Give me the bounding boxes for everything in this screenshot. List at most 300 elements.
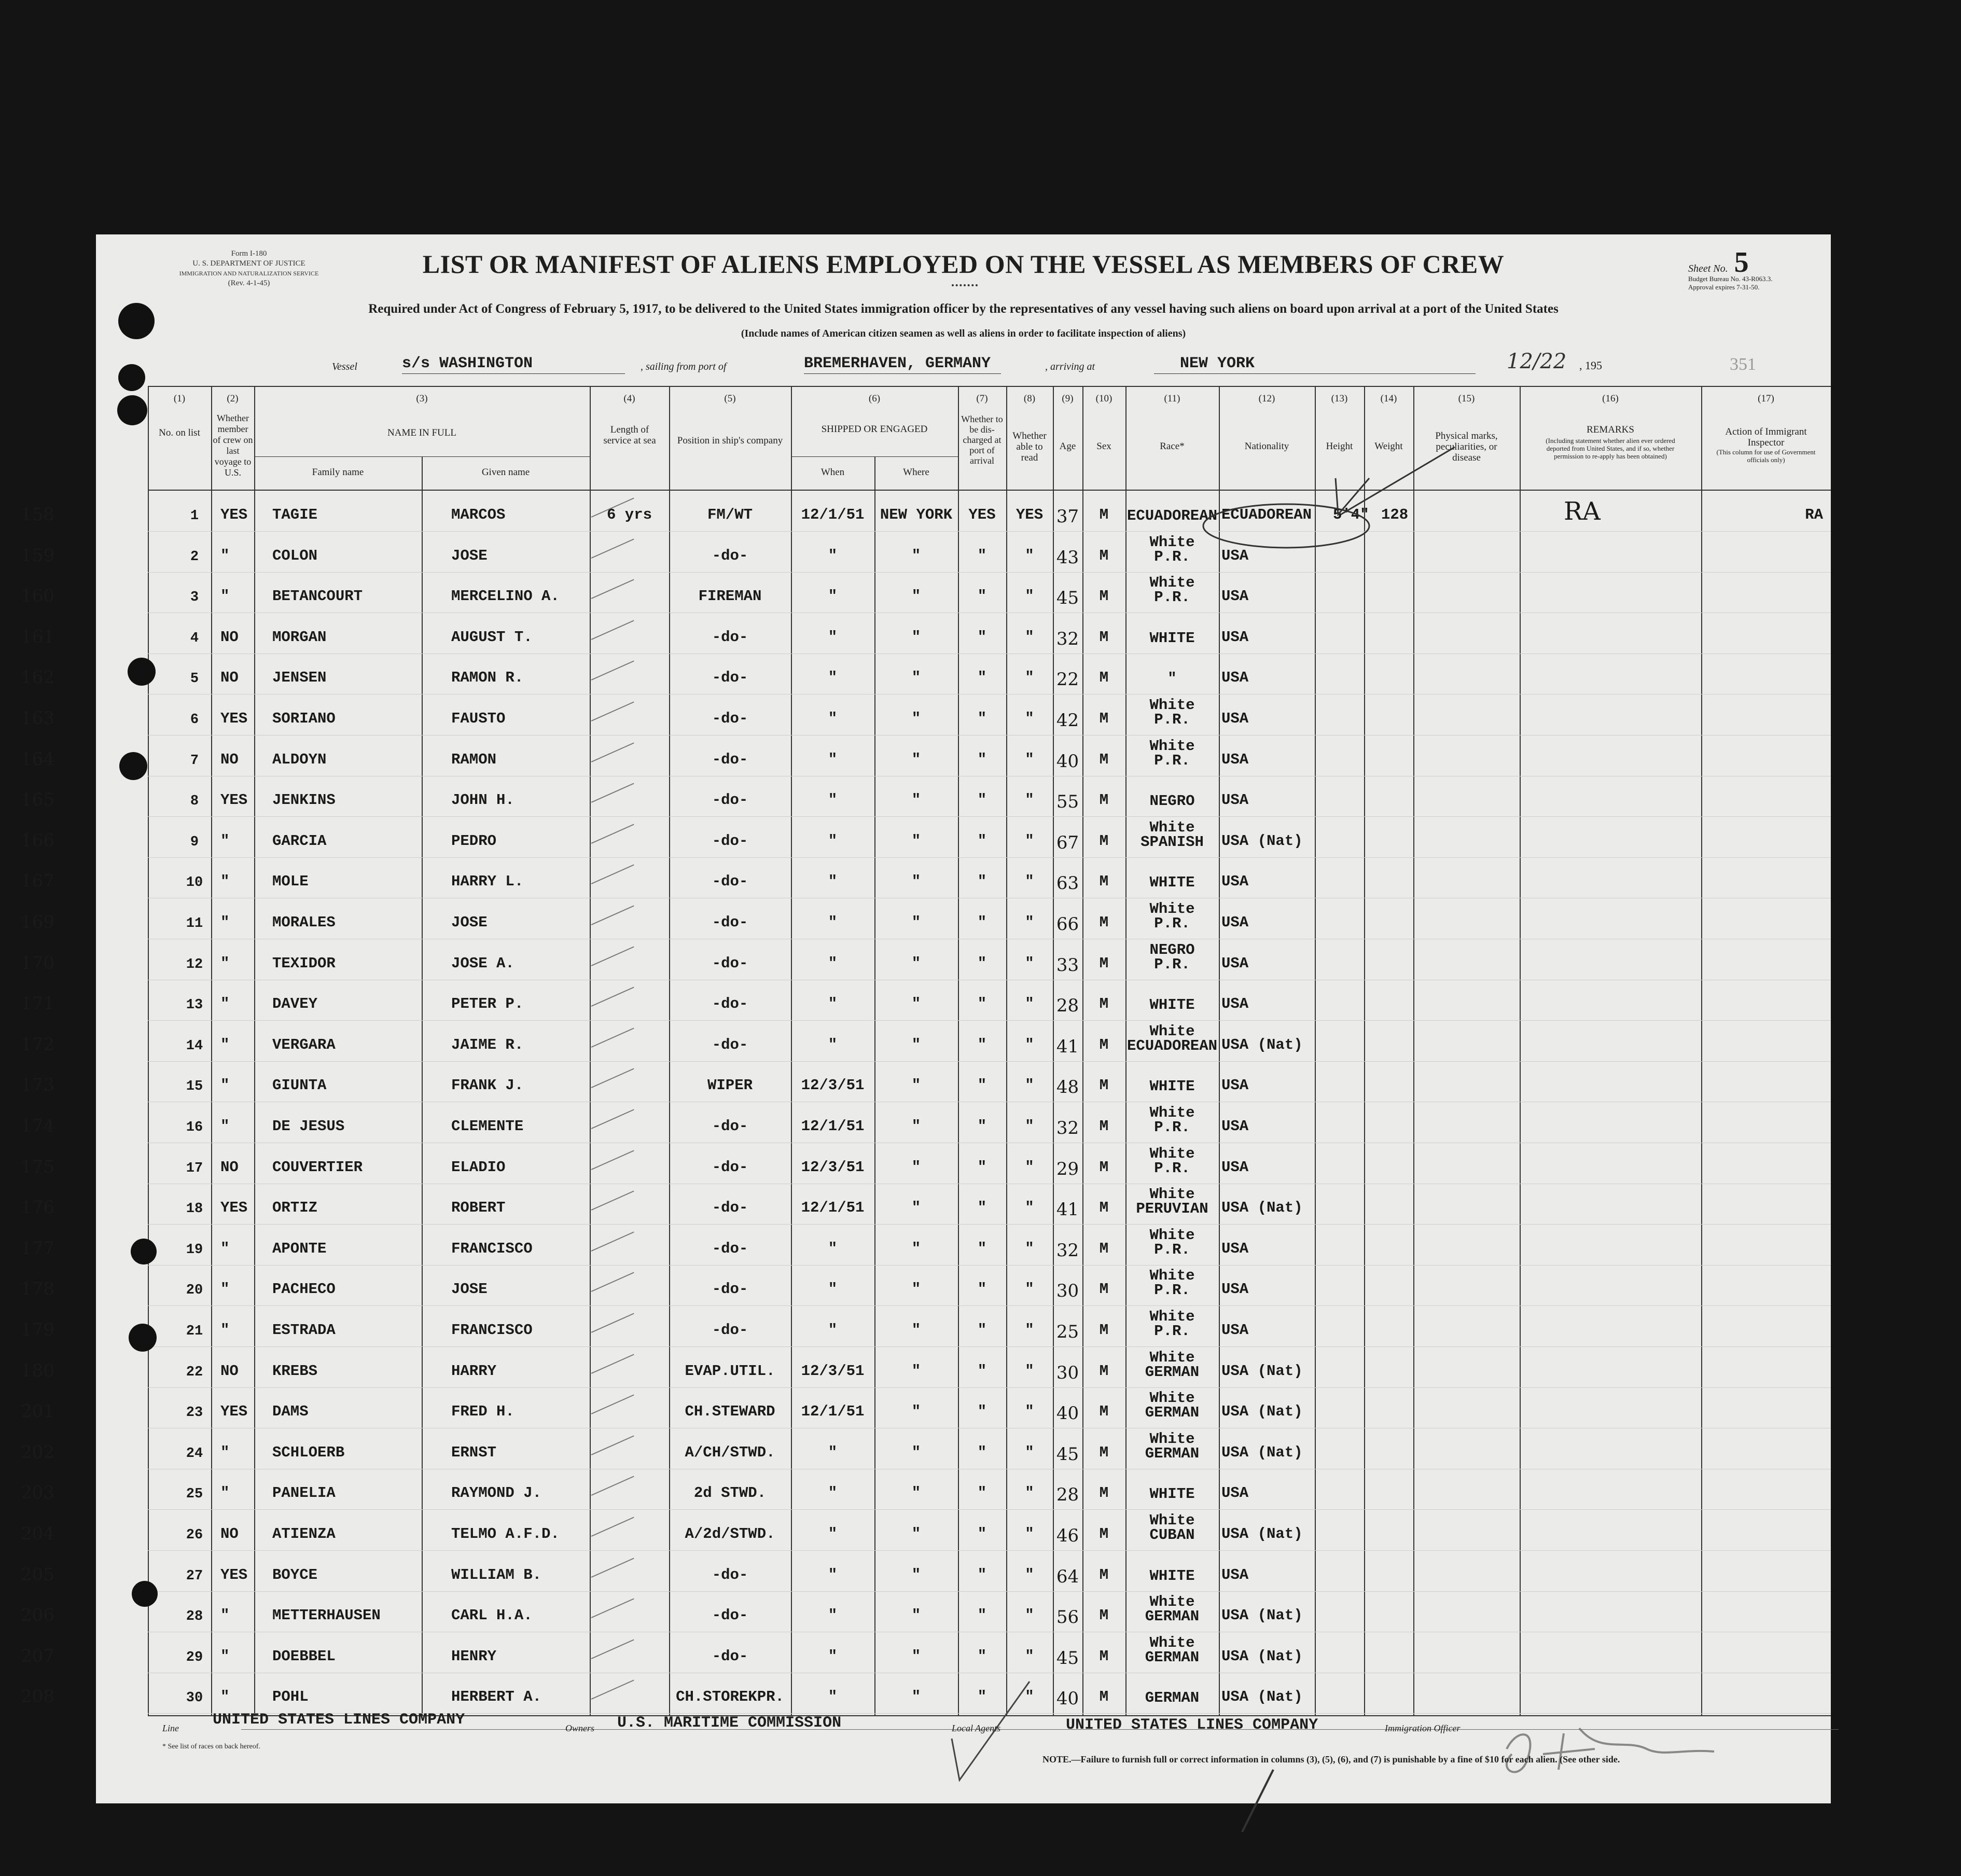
position-cell: -do- <box>712 1240 748 1257</box>
discharged-cell: " <box>977 628 987 646</box>
position-cell: -do- <box>712 832 748 850</box>
nationality-cell: USA <box>1221 954 1249 972</box>
race-line2-cell: " <box>1167 670 1177 688</box>
given-name-cell: ROBERT <box>451 1199 506 1217</box>
port-to: NEW YORK <box>1180 355 1255 372</box>
sex-cell: M <box>1099 588 1109 605</box>
col-num: (14) <box>1380 393 1397 404</box>
shipped-where-cell: " <box>911 1240 921 1257</box>
officer-label: Immigration Officer <box>1385 1723 1461 1733</box>
prior-voyage-cell: " <box>220 1688 230 1706</box>
able-read-cell: " <box>1025 954 1034 972</box>
handwritten-list-number: 161 <box>21 626 54 647</box>
row-number: 4 <box>190 630 199 646</box>
shipped-where-cell: " <box>911 1199 921 1217</box>
shipped-where-cell: " <box>911 1566 921 1583</box>
col-num: (8) <box>1023 393 1036 404</box>
position-cell: FIREMAN <box>698 588 762 605</box>
given-name-cell: JOSE A. <box>451 954 514 972</box>
row-number: 2 <box>190 549 199 565</box>
handwritten-list-number: 166 <box>21 830 54 851</box>
discharged-cell: " <box>977 914 987 931</box>
race-line1-cell: White <box>1149 737 1195 755</box>
prior-voyage-cell: " <box>220 832 230 850</box>
discharged-cell: " <box>977 1484 987 1502</box>
age-cell: 33 <box>1056 954 1079 976</box>
shipped-when-cell: " <box>828 751 838 768</box>
able-read-cell: " <box>1025 1647 1034 1665</box>
agents-value: UNITED STATES LINES COMPANY <box>1066 1716 1318 1734</box>
shipped-when-cell: " <box>828 914 838 931</box>
prior-voyage-cell: " <box>220 1077 230 1094</box>
penalty-note: NOTE.—Failure to furnish full or correct information in columns (3), (5), (6), and (7) is punishable by a fine of $10 for each alien. (See other side. <box>1042 1754 1620 1764</box>
shipped-when-cell: " <box>828 1036 838 1053</box>
race-line2-cell: GERMAN <box>1145 1404 1200 1422</box>
sheet-label: Sheet No. <box>1688 263 1728 274</box>
race-line1-cell: White <box>1149 1267 1195 1285</box>
shipped-when-cell: " <box>828 1322 838 1339</box>
shipped-when-cell: 12/3/51 <box>801 1362 865 1380</box>
nationality-cell: USA (Nat) <box>1221 1199 1303 1217</box>
footer-line <box>241 1729 1839 1730</box>
discharged-cell: " <box>977 710 987 727</box>
position-cell: -do- <box>712 873 748 891</box>
shipped-when-cell: 12/3/51 <box>801 1077 865 1094</box>
nationality-cell: USA (Nat) <box>1221 1036 1303 1053</box>
race-line2-cell: WHITE <box>1149 1567 1195 1585</box>
shipped-when-cell: 12/1/51 <box>801 1403 865 1421</box>
discharged-cell: " <box>977 1443 987 1461</box>
prior-voyage-cell: " <box>220 1647 230 1665</box>
shipped-where-cell: " <box>911 954 921 972</box>
race-line2-cell: WHITE <box>1149 629 1195 647</box>
nationality-cell: USA <box>1221 628 1249 646</box>
annotation-overlay <box>96 234 1831 1803</box>
discharged-cell: " <box>977 1566 987 1583</box>
shipped-where-cell: " <box>911 1688 921 1706</box>
prior-voyage-cell: " <box>220 547 230 564</box>
able-read-cell: " <box>1025 1403 1034 1421</box>
given-name-cell: JOSE <box>451 914 488 931</box>
handwritten-list-number: 175 <box>21 1156 54 1177</box>
races-note: * See list of races on back hereof. <box>162 1743 260 1750</box>
race-line2-cell: WHITE <box>1149 1078 1195 1095</box>
nationality-cell: ECUADOREAN <box>1221 506 1312 523</box>
family-name-cell: SORIANO <box>272 710 336 727</box>
position-cell: EVAP.UTIL. <box>685 1362 775 1380</box>
arrival-date: 12/22 <box>1507 350 1567 373</box>
prior-voyage-cell: " <box>220 914 230 931</box>
race-line1-cell: NEGRO <box>1149 941 1195 958</box>
handwritten-list-number: 208 <box>21 1686 54 1707</box>
age-cell: 41 <box>1056 1036 1079 1057</box>
col-num: (7) <box>976 393 988 404</box>
age-cell: 63 <box>1056 873 1079 894</box>
discharged-cell: " <box>977 995 987 1013</box>
prior-voyage-cell: YES <box>220 1199 248 1217</box>
given-name-cell: MERCELINO A. <box>451 588 560 605</box>
able-read-cell: " <box>1025 1688 1034 1706</box>
shipped-when-cell: " <box>828 588 838 605</box>
nationality-cell: USA <box>1221 1322 1249 1339</box>
row-number: 5 <box>190 671 199 687</box>
position-cell: -do- <box>712 710 748 727</box>
race-line2-cell: ECUADOREAN <box>1126 507 1218 524</box>
given-name-cell: JAIME R. <box>451 1036 524 1053</box>
agents-label: Local Agents <box>952 1723 1001 1733</box>
able-read-cell: " <box>1025 1607 1034 1624</box>
manifest-sheet <box>21 234 1831 1803</box>
race-line1-cell: White <box>1149 1512 1195 1529</box>
race-line1-cell: White <box>1149 697 1195 714</box>
row-number: 18 <box>186 1201 203 1217</box>
prior-voyage-cell: NO <box>220 1362 239 1380</box>
shipped-when-cell: " <box>828 791 838 809</box>
given-name-cell: JOSE <box>451 1281 488 1298</box>
prior-voyage-cell: NO <box>220 628 239 646</box>
discharged-cell: " <box>977 1077 987 1094</box>
shipped-when-cell: " <box>828 547 838 564</box>
able-read-cell: " <box>1025 1443 1034 1461</box>
header-able-read: Whether able to read <box>1012 430 1047 463</box>
family-name-cell: JENSEN <box>272 669 327 687</box>
given-name-cell: HENRY <box>451 1647 497 1665</box>
row-number: 29 <box>186 1649 203 1665</box>
sex-cell: M <box>1099 1281 1109 1298</box>
form-id-line: (Rev. 4-1-45) <box>228 279 270 287</box>
handwritten-list-number: 201 <box>21 1401 54 1422</box>
able-read-cell: " <box>1025 547 1034 564</box>
shipped-where-cell: " <box>911 1443 921 1461</box>
race-line2-cell: P.R. <box>1154 548 1190 565</box>
able-read-cell: " <box>1025 1118 1034 1135</box>
discharged-cell: " <box>977 588 987 605</box>
col-num: (15) <box>1458 393 1475 404</box>
row-number: 27 <box>186 1568 203 1584</box>
header-where: Where <box>903 467 929 478</box>
sex-cell: M <box>1099 1525 1109 1543</box>
position-cell: -do- <box>712 1158 748 1176</box>
age-cell: 40 <box>1056 751 1079 772</box>
shipped-where-cell: " <box>911 791 921 809</box>
family-name-cell: COUVERTIER <box>272 1158 363 1176</box>
race-line1-cell: White <box>1149 1186 1195 1203</box>
age-cell: 45 <box>1056 1647 1079 1669</box>
line-label: Line <box>162 1723 179 1733</box>
given-name-cell: CARL H.A. <box>451 1607 533 1624</box>
given-name-cell: CLEMENTE <box>451 1118 524 1135</box>
race-line1-cell: White <box>1149 900 1195 918</box>
row-number: 13 <box>186 997 203 1013</box>
shipped-where-cell: " <box>911 1322 921 1339</box>
able-read-cell: " <box>1025 1199 1034 1217</box>
family-name-cell: ESTRADA <box>272 1322 336 1339</box>
form-subtitle-note: (Include names of American citizen seamen as well as aliens in order to facilitate inspection of aliens) <box>741 328 1186 339</box>
row-number: 17 <box>186 1160 203 1176</box>
handwritten-list-number: 163 <box>21 708 54 729</box>
given-name-cell: FRED H. <box>451 1403 514 1421</box>
col-num: (10) <box>1095 393 1112 404</box>
position-cell: FM/WT <box>707 506 753 523</box>
race-line2-cell: GERMAN <box>1145 1608 1200 1625</box>
family-name-cell: JENKINS <box>272 791 336 809</box>
shipped-when-cell: " <box>828 1240 838 1257</box>
handwritten-list-number: 177 <box>21 1238 54 1259</box>
sex-cell: M <box>1099 873 1109 891</box>
family-name-cell: APONTE <box>272 1240 327 1257</box>
col-num: (2) <box>227 393 239 404</box>
prior-voyage-cell: " <box>220 1484 230 1502</box>
nationality-cell: USA <box>1221 1281 1249 1298</box>
pen-stroke <box>1341 447 1455 515</box>
sex-cell: M <box>1099 669 1109 687</box>
given-name-cell: RAYMOND J. <box>451 1484 542 1502</box>
age-cell: 45 <box>1056 588 1079 609</box>
header-remarks: REMARKS <box>1587 424 1634 435</box>
shipped-when-cell: 12/1/51 <box>801 1118 865 1135</box>
prior-voyage-cell: " <box>220 954 230 972</box>
family-name-cell: DE JESUS <box>272 1118 345 1135</box>
prior-voyage-cell: NO <box>220 751 239 768</box>
given-name-cell: JOSE <box>451 547 488 564</box>
race-line2-cell: P.R. <box>1154 589 1190 606</box>
shipped-where-cell: " <box>911 1118 921 1135</box>
sex-cell: M <box>1099 1077 1109 1094</box>
sheet-number: 5 <box>1734 246 1749 279</box>
prior-voyage-cell: YES <box>220 1403 248 1421</box>
nationality-cell: USA (Nat) <box>1221 1688 1303 1706</box>
discharged-cell: " <box>977 751 987 768</box>
able-read-cell: " <box>1025 995 1034 1013</box>
age-cell: 56 <box>1056 1607 1079 1628</box>
age-cell: 40 <box>1056 1688 1079 1710</box>
family-name-cell: GIUNTA <box>272 1077 327 1094</box>
nationality-cell: USA (Nat) <box>1221 1403 1303 1421</box>
able-read-cell: " <box>1025 791 1034 809</box>
shipped-where-cell: " <box>911 1362 921 1380</box>
shipped-where-cell: " <box>911 1281 921 1298</box>
age-cell: 43 <box>1056 547 1079 568</box>
shipped-where-cell: " <box>911 628 921 646</box>
budget-line: Approval expires 7-31-50. <box>1688 283 1760 291</box>
discharged-cell: " <box>977 791 987 809</box>
race-line1-cell: White <box>1149 1349 1195 1366</box>
able-read-cell: " <box>1025 710 1034 727</box>
nationality-cell: USA <box>1221 547 1249 564</box>
race-line2-cell: WHITE <box>1149 874 1195 892</box>
shipped-where-cell: " <box>911 914 921 931</box>
able-read-cell: " <box>1025 1077 1034 1094</box>
race-line1-cell: White <box>1149 1104 1195 1121</box>
shipped-where-cell: " <box>911 873 921 891</box>
row-number: 10 <box>186 875 203 891</box>
family-name-cell: GARCIA <box>272 832 327 850</box>
age-cell: 28 <box>1056 1484 1079 1506</box>
sex-cell: M <box>1099 628 1109 646</box>
pen-stroke <box>1242 1770 1273 1832</box>
col-num: (17) <box>1758 393 1774 404</box>
arrival-year: , 195 <box>1579 359 1602 372</box>
nationality-cell: USA <box>1221 588 1249 605</box>
position-cell: -do- <box>712 547 748 564</box>
nationality-cell: USA (Nat) <box>1221 1362 1303 1380</box>
family-name-cell: BOYCE <box>272 1566 318 1583</box>
discharged-cell: " <box>977 1607 987 1624</box>
handwritten-list-number: 164 <box>21 748 54 770</box>
header-physical-marks: Physical marks, peculiarities, or disease <box>1435 430 1498 463</box>
family-name-cell: SCHLOERB <box>272 1443 345 1461</box>
given-name-cell: RAMON <box>451 751 497 768</box>
handwritten-list-number: 160 <box>21 586 54 607</box>
position-cell: A/2d/STWD. <box>685 1525 775 1543</box>
age-cell: 67 <box>1056 832 1079 853</box>
row-number: 23 <box>186 1405 203 1421</box>
position-cell: A/CH/STWD. <box>685 1443 775 1461</box>
given-name-cell: JOHN H. <box>451 791 514 809</box>
given-name-cell: ELADIO <box>451 1158 506 1176</box>
sex-cell: M <box>1099 995 1109 1013</box>
remark-cell: RA <box>1564 497 1601 526</box>
position-cell: CH.STEWARD <box>685 1403 775 1421</box>
header-sex: Sex <box>1096 441 1111 452</box>
shipped-when-cell: " <box>828 669 838 687</box>
prior-voyage-cell: NO <box>220 1525 239 1543</box>
sex-cell: M <box>1099 1403 1109 1421</box>
position-cell: -do- <box>712 914 748 931</box>
vessel-name: s/s WASHINGTON <box>402 355 533 372</box>
family-name-cell: MOLE <box>272 873 309 891</box>
shipped-when-cell: " <box>828 954 838 972</box>
sex-cell: M <box>1099 1607 1109 1624</box>
handwritten-list-number: 158 <box>21 504 54 525</box>
header-prior-voyage: Whether member of crew on last voyage to U.S. <box>213 413 253 478</box>
row-number: 14 <box>186 1038 203 1054</box>
shipped-when-cell: " <box>828 1281 838 1298</box>
prior-voyage-cell: YES <box>220 791 248 809</box>
col-num: (11) <box>1164 393 1180 404</box>
race-line2-cell: GERMAN <box>1145 1363 1200 1381</box>
age-cell: 22 <box>1056 669 1079 690</box>
given-name-cell: PETER P. <box>451 995 524 1013</box>
header-shipped-engaged: SHIPPED OR ENGAGED <box>821 424 928 435</box>
header-race: Race* <box>1160 441 1185 452</box>
col-num: (5) <box>724 393 736 404</box>
row-number: 30 <box>186 1690 203 1706</box>
row-number: 24 <box>186 1446 203 1462</box>
nationality-cell: USA <box>1221 669 1249 687</box>
given-name-cell: HERBERT A. <box>451 1688 542 1706</box>
able-read-cell: YES <box>1016 506 1044 523</box>
position-cell: -do- <box>712 954 748 972</box>
position-cell: -do- <box>712 1281 748 1298</box>
handwritten-list-number: 165 <box>21 789 54 811</box>
handwritten-list-number: 207 <box>21 1645 54 1666</box>
sex-cell: M <box>1099 1118 1109 1135</box>
able-read-cell: " <box>1025 1484 1034 1502</box>
able-read-cell: " <box>1025 1362 1034 1380</box>
family-name-cell: TAGIE <box>272 506 318 523</box>
age-cell: 41 <box>1056 1199 1079 1220</box>
shipped-where-cell: NEW YORK <box>880 506 953 523</box>
discharged-cell: " <box>977 954 987 972</box>
shipped-where-cell: " <box>911 547 921 564</box>
owners-label: Owners <box>565 1723 595 1733</box>
col-num: (1) <box>173 393 186 404</box>
header-discharged: Whether to be dis-charged at port of arrival <box>961 414 1003 466</box>
nationality-cell: USA <box>1221 710 1249 727</box>
sex-cell: M <box>1099 1322 1109 1339</box>
punch-hole <box>119 752 147 780</box>
able-read-cell: " <box>1025 751 1034 768</box>
handwritten-list-number: 179 <box>21 1319 54 1340</box>
age-cell: 32 <box>1056 628 1079 649</box>
shipped-when-cell: 12/1/51 <box>801 506 865 523</box>
given-name-cell: FRANCISCO <box>451 1322 533 1339</box>
family-name-cell: TEXIDOR <box>272 954 336 972</box>
punch-hole <box>128 658 156 686</box>
punch-hole <box>129 1324 157 1352</box>
header-no-on-list: No. on list <box>159 427 200 438</box>
race-line2-cell: P.R. <box>1154 1282 1190 1299</box>
age-cell: 30 <box>1056 1281 1079 1302</box>
shipped-where-cell: " <box>911 1158 921 1176</box>
race-line2-cell: NEGRO <box>1149 793 1195 810</box>
shipped-when-cell: " <box>828 1484 838 1502</box>
sex-cell: M <box>1099 547 1109 564</box>
header-weight: Weight <box>1374 441 1403 452</box>
prior-voyage-cell: NO <box>220 1158 239 1176</box>
race-line2-cell: P.R. <box>1154 955 1190 973</box>
prior-voyage-cell: " <box>220 1443 230 1461</box>
row-number: 26 <box>186 1527 203 1543</box>
handwritten-list-number: 171 <box>21 993 54 1015</box>
discharged-cell: " <box>977 1647 987 1665</box>
handwritten-list-number: 170 <box>21 952 54 974</box>
age-cell: 42 <box>1056 710 1079 731</box>
shipped-where-cell: " <box>911 1647 921 1665</box>
handwritten-list-number: 180 <box>21 1360 54 1381</box>
punch-hole <box>117 395 147 425</box>
handwritten-list-number: 204 <box>21 1523 54 1544</box>
discharged-cell: " <box>977 1036 987 1053</box>
age-cell: 28 <box>1056 995 1079 1017</box>
row-number: 3 <box>190 590 199 606</box>
discharged-cell: " <box>977 1240 987 1257</box>
discharged-cell: " <box>977 1688 987 1706</box>
sex-cell: M <box>1099 1199 1109 1217</box>
family-name-cell: DAMS <box>272 1403 309 1421</box>
race-line2-cell: GERMAN <box>1145 1444 1200 1462</box>
row-number: 15 <box>186 1079 203 1095</box>
handwritten-list-number: 162 <box>21 667 54 688</box>
given-name-cell: HARRY <box>451 1362 497 1380</box>
shipped-when-cell: " <box>828 1443 838 1461</box>
form-title: LIST OR MANIFEST OF ALIENS EMPLOYED ON THE VESSEL AS MEMBERS OF CREW <box>422 249 1505 279</box>
family-name-cell: BETANCOURT <box>272 588 363 605</box>
race-line1-cell: White <box>1149 1308 1195 1325</box>
row-number: 16 <box>186 1120 203 1135</box>
col-num: (13) <box>1331 393 1348 404</box>
shipped-when-cell: " <box>828 1688 838 1706</box>
shipped-where-cell: " <box>911 751 921 768</box>
race-line2-cell: GERMAN <box>1145 1648 1200 1666</box>
handwritten-list-number: 159 <box>21 545 54 566</box>
handwritten-list-number: 172 <box>21 1034 54 1055</box>
discharged-cell: " <box>977 1403 987 1421</box>
age-cell: 48 <box>1056 1077 1079 1098</box>
row-number: 20 <box>186 1283 203 1299</box>
punch-hole <box>118 364 145 391</box>
